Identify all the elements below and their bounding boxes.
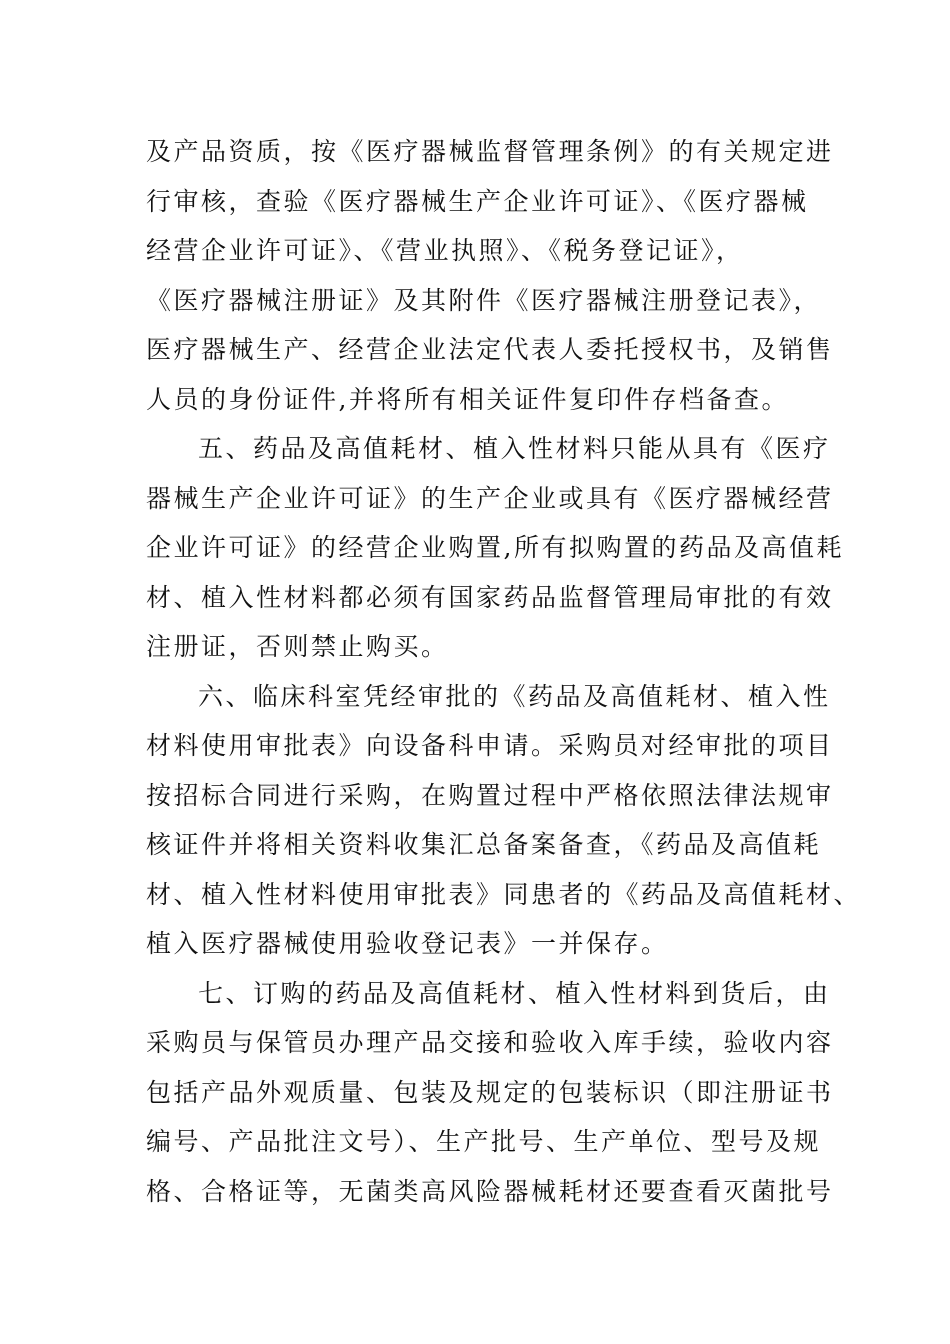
text-line: 植入医疗器械使用验收登记表》一并保存。 bbox=[146, 929, 669, 958]
text-line: 器械生产企业许可证》的生产企业或具有《医疗器械经营 bbox=[146, 483, 834, 513]
section-seven-start: 七、订购的药品及高值耗材、植入性材料到货后，由 bbox=[198, 978, 831, 1008]
text-line: 经营企业许可证》、《营业执照》、《税务登记证》， bbox=[146, 236, 744, 265]
section-five-start: 五、药品及高值耗材、植入性材料只能从具有《医疗 bbox=[198, 434, 831, 463]
section-six-start: 六、临床科室凭经审批的《药品及高值耗材、植入性 bbox=[198, 681, 831, 711]
text-line: 按招标合同进行采购，在购置过程中严格依照法律法规审 bbox=[146, 780, 834, 810]
text-line: 包括产品外观质量、包装及规定的包装标识（即注册证书 bbox=[146, 1077, 834, 1107]
text-line: 注册证，否则禁止购买。 bbox=[146, 632, 449, 661]
text-line: 格、合格证等，无菌类高风险器械耗材还要查看灭菌批号 bbox=[146, 1176, 834, 1206]
text-line: 行审核，查验《医疗器械生产企业许可证》、《医疗器械 bbox=[146, 186, 809, 216]
text-line: 材、植入性材料都必须有国家药品监督管理局审批的有效 bbox=[146, 582, 834, 612]
text-line: 医疗器械生产、经营企业法定代表人委托授权书，及销售 bbox=[146, 335, 834, 364]
text-line: 人员的身份证件,并将所有相关证件复印件存档备查。 bbox=[146, 384, 789, 414]
text-line: 材、植入性材料使用审批表》同患者的《药品及高值耗材、 bbox=[146, 879, 862, 909]
text-line: 采购员与保管员办理产品交接和验收入库手续，验收内容 bbox=[146, 1028, 834, 1057]
text-line: 材料使用审批表》向设备科申请。采购员对经审批的项目 bbox=[146, 731, 834, 760]
document-body bbox=[146, 127, 862, 1216]
text-line: 企业许可证》的经营企业购置,所有拟购置的药品及高值耗 bbox=[146, 533, 844, 562]
text-line: 核证件并将相关资料收集汇总备案备查，《药品及高值耗 bbox=[146, 830, 822, 859]
text-line: 及产品资质，按《医疗器械监督管理条例》的有关规定进 bbox=[146, 137, 834, 166]
text-line: 《医疗器械注册证》及其附件《医疗器械注册登记表》， bbox=[146, 285, 822, 315]
text-line: 编号、产品批注文号）、生产批号、生产单位、型号及规 bbox=[146, 1127, 822, 1156]
